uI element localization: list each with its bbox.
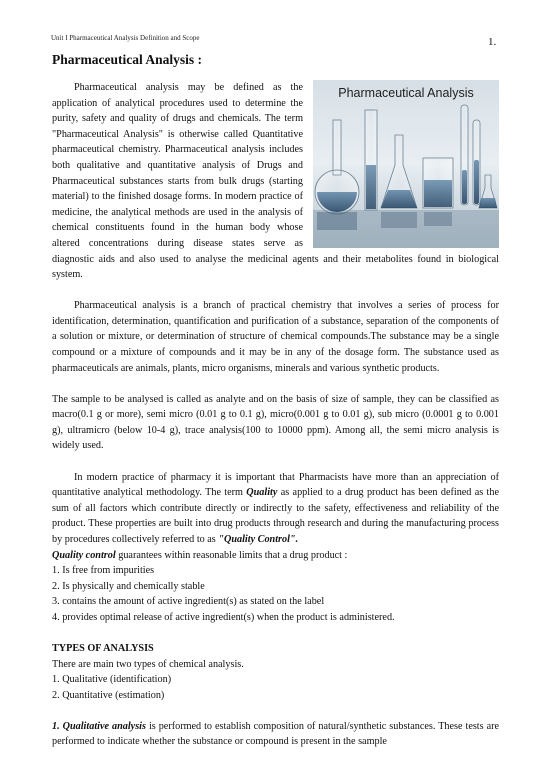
intro-section [52,80,499,283]
paragraph-branch: Pharmaceutical analysis is a branch of practical chemistry that involves a series of process for identification, determination, quantification and purification of a substance, separation of the components of a solution or mixture, or determination of structure of chemical compounds.The substance may be a single compound or a mixture of compounds and it may be in any of the dosage form. The substance used as pharmaceuticals are animals, plants, micro organisms, minerals and various synthetic products. [52,300,499,374]
paragraph-qualitative [52,719,499,750]
types-heading [52,641,499,657]
paragraph-sample-size: The sample to be analysed is called as analyte and on the basis of size of sample, they can be classified as macro(0.1 g or more), semi micro (0.01 g to 0.1 g), micro(0.001 g to 0.01 g), sub micro (0.0001 g to 0.001 g), ultramicro (below 10-4 g), trace analysis(100 to 10000 ppm). Among all, the semi micro analysis is widely used. [52,393,499,452]
types-list [52,672,499,703]
list-item: 1. Qualitative (identification) [52,674,172,686]
glassware-illustration [313,80,499,248]
types-intro: There are main two types of chemical analysis. [52,658,244,670]
figure-caption: Pharmaceutical Analysis [338,86,474,100]
paragraph-quality [52,470,499,564]
quality-control-list [52,563,499,625]
intro-paragraph: Pharmaceutical analysis may be defined as the application of analytical procedures used to determine the purity, safety and quality of drugs and chemicals. The term "Pharmaceutical Analysis" is otherwise called Quantitative pharmaceutical chemistry. Pharmaceutical analysis includes both qualitative and quantitative analysis of Drugs and Pharmaceutical substances starts from bulk drugs (starting material) to the finished dosage forms. In modern practice of medicine, the analytical methods are used in the analysis of chemical constituents found in the human body whose altered concentrations during disease states serve as diagnostic aids and also used to analyse the medicinal agents and their metabolites found in biological system. [52,82,499,281]
quality-term: Quality [246,487,278,499]
list-item: 1. Is free from impurities [52,565,155,577]
quality-text-2: as applied to a drug product has been defined as the sum of all factors which contribute directly or indirectly to the safety, effectiveness and reliability of the product. These properties are built into drug products through research and during the manufacturing process by procedures collectively referred to as [52,487,499,545]
quality-control-label: Quality control [52,549,116,561]
page-number: 1. [488,36,497,48]
qualitative-label: 1. Qualitative analysis [52,720,146,732]
quality-text-1: In modern practice of pharmacy it is important that Pharmacists have more than an appreciation of quantitative analytical methodology. The term [52,471,499,499]
list-item: 4. provides optimal release of active ingredient(s) when the product is administered. [52,611,395,623]
quality-text-3: guarantees within reasonable limits that a drug product : [115,549,348,561]
list-item: 2. Is physically and chemically stable [52,580,205,592]
page-title: Pharmaceutical Analysis : [52,52,202,67]
qualitative-text: is performed to establish composition of natural/synthetic substances. These tests are performed to indicate whether the substance or compound is present in the sample [52,720,500,748]
list-item: 2. Quantitative (estimation) [52,689,165,701]
types-heading-text: TYPES OF ANALYSIS [52,643,154,654]
quality-control-quoted: "Quality Control". [218,533,299,545]
lab-glassware-image [313,80,499,248]
running-header: Unit I Pharmaceutical Analysis Definition and Scope [51,34,200,42]
list-item: 3. contains the amount of active ingredient(s) as stated on the label [52,596,325,608]
body-text [52,80,499,750]
